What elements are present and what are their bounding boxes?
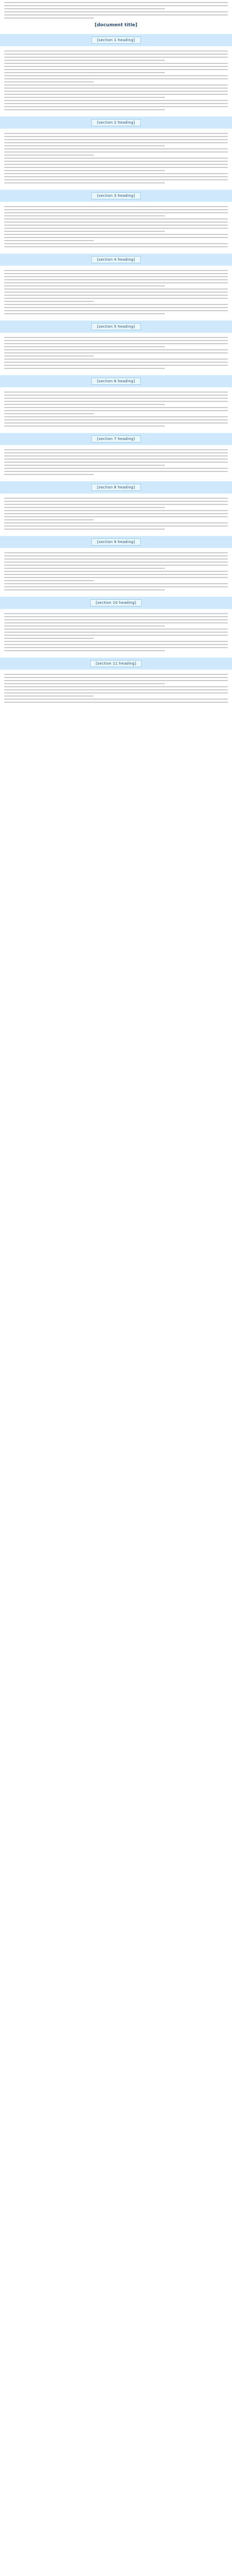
section-heading: [section 10 heading]	[90, 599, 142, 606]
section-banner-11	[0, 657, 232, 670]
section-heading: [section 11 heading]	[90, 660, 142, 667]
section-heading: [section 4 heading]	[91, 256, 141, 263]
section-heading: [section 9 heading]	[91, 538, 141, 546]
section-body-7	[0, 449, 232, 475]
section-body-11	[0, 674, 232, 703]
document-title: [document title]	[94, 23, 138, 28]
section-banner-7	[0, 433, 232, 445]
section-body-4	[0, 270, 232, 314]
section-banner-10	[0, 597, 232, 609]
section-body-1	[0, 50, 232, 110]
document-page	[0, 2, 232, 2576]
section-body-10	[0, 613, 232, 651]
section-banner-8	[0, 481, 232, 494]
section-body-6	[0, 392, 232, 427]
section-heading: [section 2 heading]	[91, 119, 141, 126]
section-heading: [section 1 heading]	[91, 37, 141, 44]
section-body-9	[0, 552, 232, 590]
section-banner-5	[0, 320, 232, 333]
section-banner-9	[0, 536, 232, 548]
section-heading: [section 5 heading]	[91, 323, 141, 330]
section-body-8	[0, 498, 232, 530]
section-body-3	[0, 206, 232, 247]
section-body-2	[0, 133, 232, 183]
section-body-5	[0, 337, 232, 369]
section-banner-6	[0, 375, 232, 387]
section-banner-3	[0, 190, 232, 202]
section-heading: [section 7 heading]	[91, 435, 141, 443]
section-heading: [section 6 heading]	[91, 378, 141, 385]
section-heading: [section 8 heading]	[91, 484, 141, 491]
section-banner-2	[0, 116, 232, 129]
section-banner-1	[0, 34, 232, 46]
intro-paragraph	[0, 2, 232, 19]
section-heading: [section 3 heading]	[91, 192, 141, 199]
section-banner-4	[0, 253, 232, 266]
